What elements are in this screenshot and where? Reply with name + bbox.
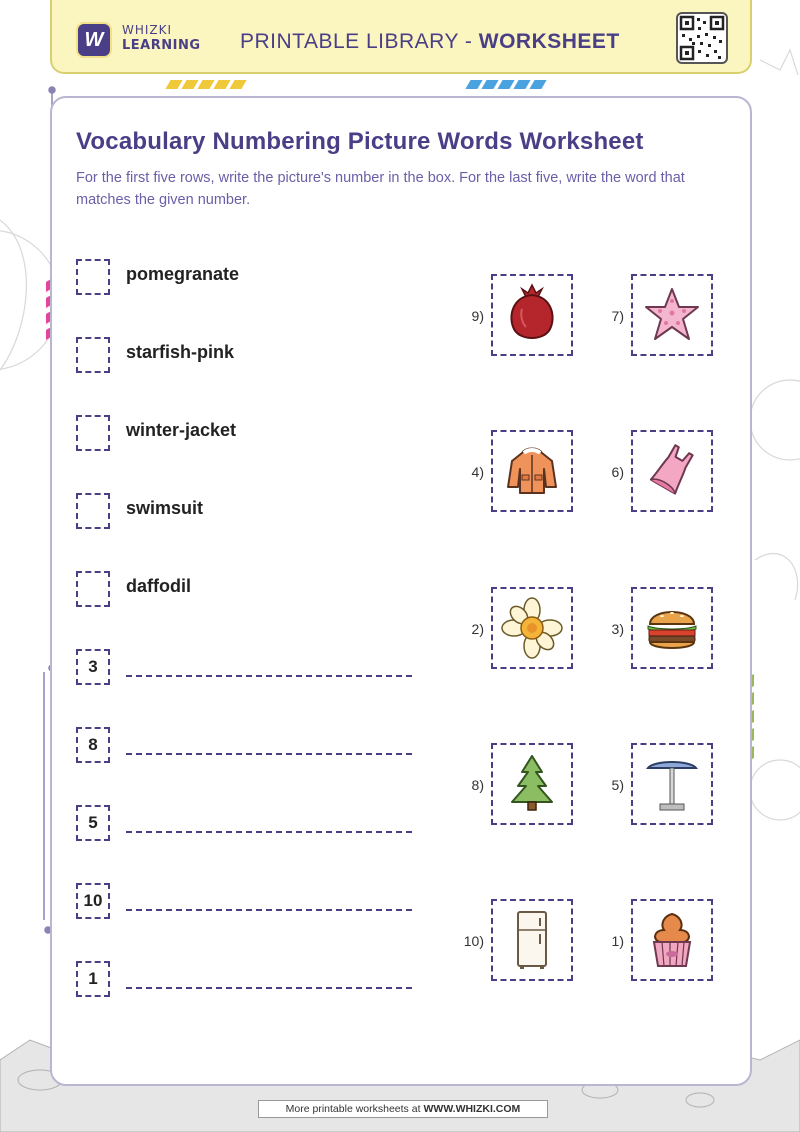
refrigerator-icon [491, 899, 573, 981]
pomegranate-icon [491, 274, 573, 356]
answer-box[interactable] [76, 493, 110, 529]
number-row [76, 883, 416, 919]
given-number: 5 [76, 805, 110, 841]
page-header [50, 0, 752, 74]
swimsuit-icon [631, 430, 713, 512]
worksheet-title: Vocabulary Numbering Picture Words Worksheet [76, 128, 644, 155]
picture-number: 10) [463, 933, 484, 949]
vocab-word: swimsuit [126, 498, 204, 518]
vocab-word: starfish-pink [126, 342, 235, 362]
cupcake-icon [631, 899, 713, 981]
picture-number: 9) [471, 308, 484, 324]
yellow-stripes [168, 80, 244, 92]
word-row [76, 493, 416, 529]
picture-number: 7) [611, 308, 624, 324]
number-row [76, 649, 416, 685]
pine-tree-icon [491, 743, 573, 825]
vocab-word: pomegranate [126, 264, 240, 284]
blue-stripes [468, 80, 544, 92]
footer-site-link[interactable]: WWW.WHIZKI.COM [423, 1103, 521, 1115]
picture-number: 1) [611, 933, 624, 949]
answer-line[interactable] [126, 831, 412, 833]
footer-prefix: More printable worksheets at [285, 1103, 421, 1115]
answer-line[interactable] [126, 675, 412, 677]
given-number: 1 [76, 961, 110, 997]
footer-banner [258, 1100, 548, 1118]
answer-box[interactable] [76, 571, 110, 607]
answer-line[interactable] [126, 753, 412, 755]
picture-number: 4) [471, 464, 484, 480]
number-row [76, 961, 416, 997]
word-row [76, 337, 416, 373]
answer-line[interactable] [126, 987, 412, 989]
vocab-word: daffodil [126, 576, 191, 596]
number-row [76, 805, 416, 841]
word-row [76, 259, 416, 295]
answer-box[interactable] [76, 337, 110, 373]
starfish-icon [631, 274, 713, 356]
answer-box[interactable] [76, 415, 110, 451]
header-title-bold: WORKSHEET [478, 30, 620, 53]
given-number: 3 [76, 649, 110, 685]
number-row [76, 727, 416, 763]
picture-number: 6) [611, 464, 624, 480]
burger-icon [631, 587, 713, 669]
word-row [76, 571, 416, 607]
answer-box[interactable] [76, 259, 110, 295]
winter-jacket-icon [491, 430, 573, 512]
table-lamp-icon [631, 743, 713, 825]
picture-number: 5) [611, 777, 624, 793]
given-number: 10 [76, 883, 110, 919]
header-title-prefix: PRINTABLE LIBRARY - [240, 30, 479, 53]
vocab-word: winter-jacket [126, 420, 237, 440]
brand-name [122, 22, 201, 54]
picture-number: 3) [611, 621, 624, 637]
brand-line2: LEARNING [122, 38, 201, 53]
picture-number: 2) [471, 621, 484, 637]
daffodil-icon [491, 587, 573, 669]
whizki-logo-icon [76, 22, 112, 58]
given-number: 8 [76, 727, 110, 763]
word-row [76, 415, 416, 451]
answer-line[interactable] [126, 909, 412, 911]
picture-number: 8) [471, 777, 484, 793]
qr-code-icon [676, 12, 728, 64]
logo-letter: W [84, 28, 104, 51]
worksheet-instructions: For the first five rows, write the picture's number in the box. For the last five, write the word that matches the given number. [76, 170, 685, 208]
brand-line1: WHIZKI [122, 23, 173, 37]
header-title [240, 30, 620, 54]
